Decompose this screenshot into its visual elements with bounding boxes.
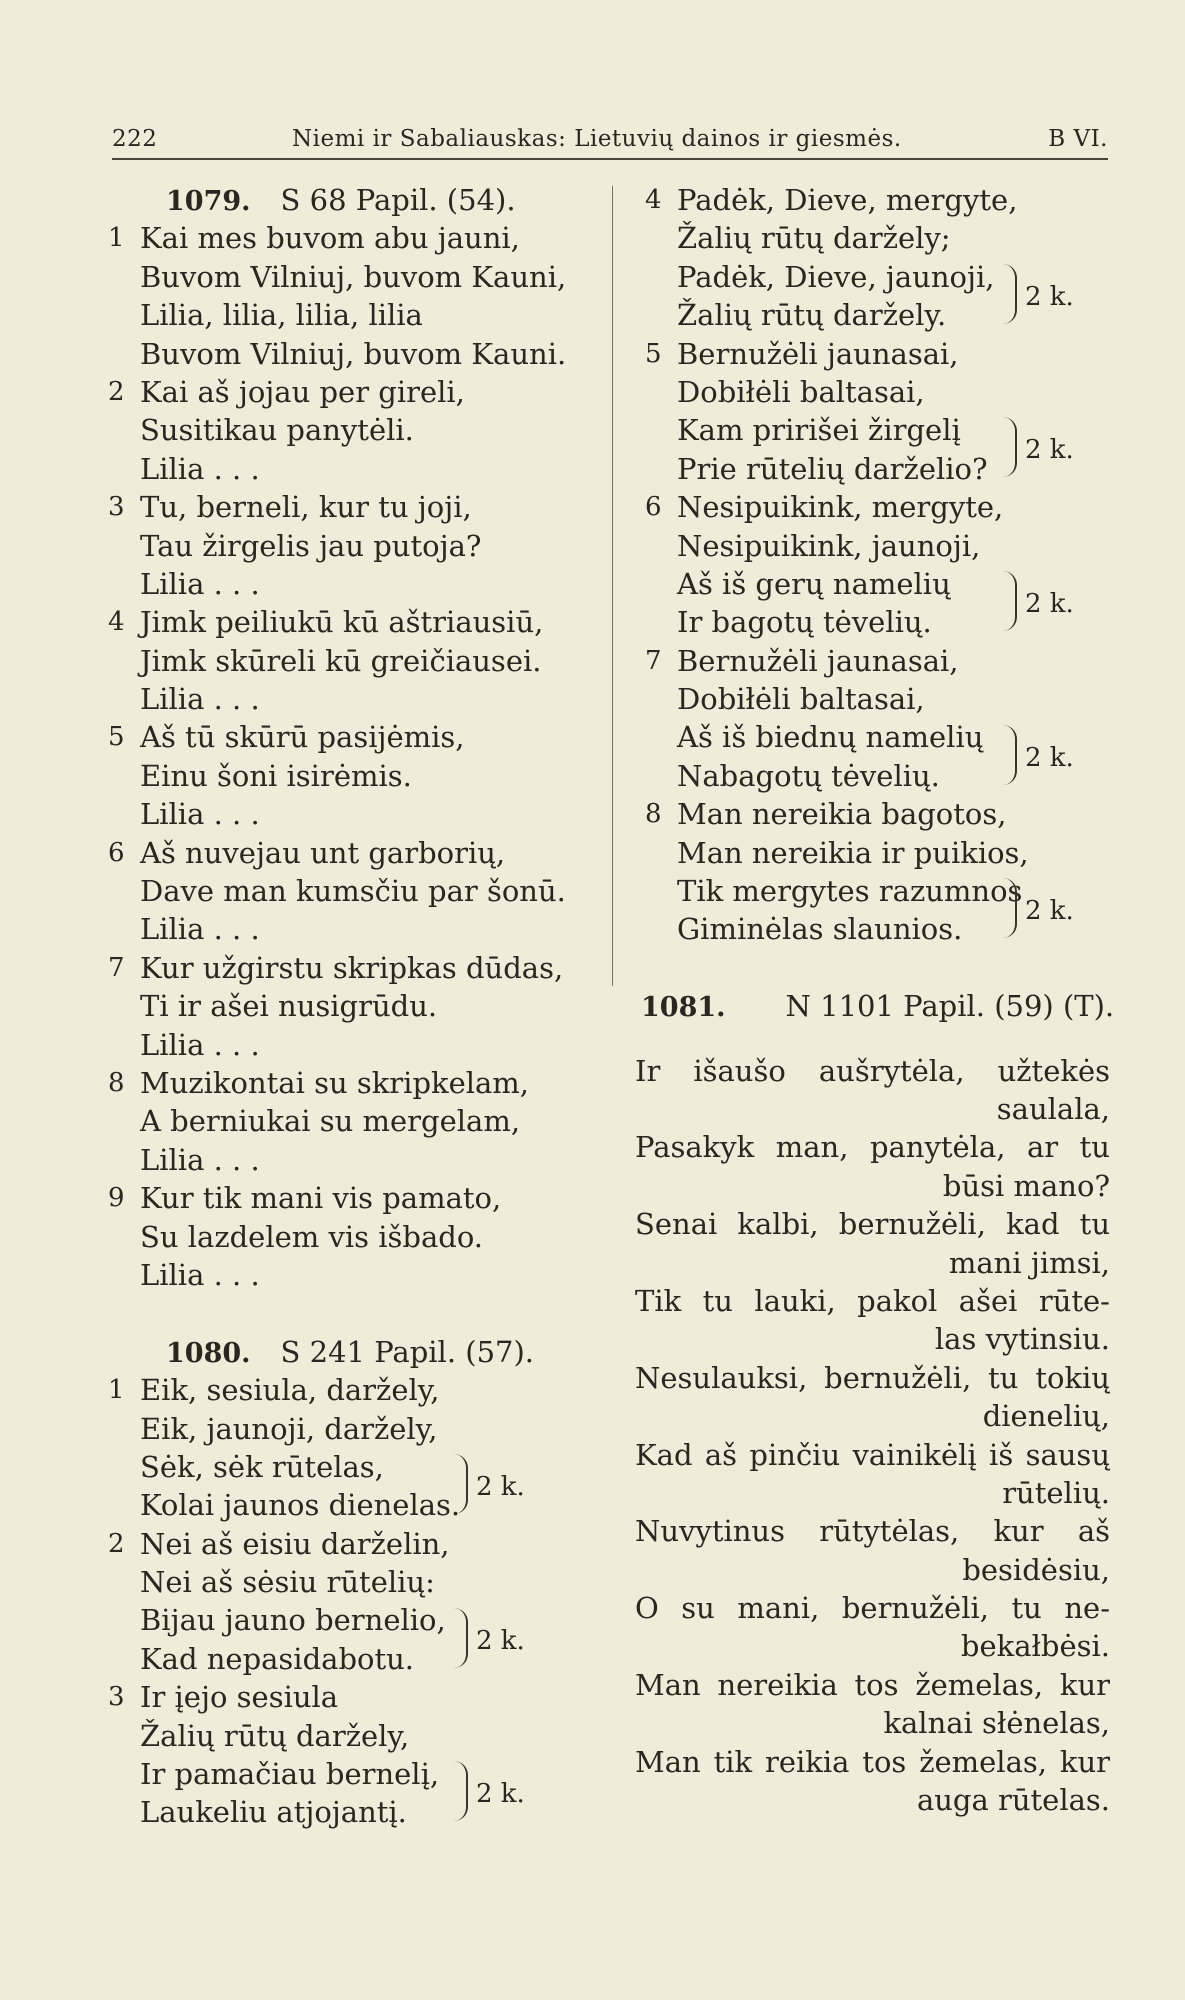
verse-text: Nei aš eisiu darželin, [140, 1526, 450, 1561]
verse-line [100, 949, 580, 987]
verse-text: Lilia . . . [140, 682, 260, 717]
verse-text: Tik mergytes razumnos [677, 874, 1023, 909]
verse-line [100, 872, 580, 910]
repeat-mark: 2 k. [1025, 435, 1074, 466]
verse-line [100, 1793, 580, 1831]
prose-text: Ir išaušo aušrytėla, užtekės [635, 1053, 1110, 1088]
prose-line-continuation [635, 1551, 1110, 1589]
stanza-number: 9 [108, 1183, 125, 1214]
verse-text: Lilia, lilia, lilia, lilia [140, 298, 423, 333]
verse-text: Dave man kumsčiu par šonū. [140, 874, 566, 909]
verse-line [100, 1563, 580, 1601]
verse-text: Eik, sesiula, daržely, [140, 1373, 440, 1408]
verse-line [100, 795, 580, 833]
prose-line-continuation [635, 1244, 1110, 1282]
stanza-number: 1 [108, 1375, 125, 1406]
stanza-number: 4 [108, 607, 125, 638]
stanza-number: 7 [645, 645, 662, 676]
song-1079-heading [100, 181, 580, 219]
verse-line [635, 373, 1110, 411]
song-number: 1081. [641, 992, 726, 1024]
verse-line [100, 1755, 580, 1793]
page-number: 222 [112, 126, 158, 152]
verse-text: Aš iš gerų namelių [677, 566, 951, 601]
prose-text: las vytinsiu. [934, 1322, 1110, 1357]
verse-line [635, 565, 1110, 603]
verse-text: Ti ir ašei nusigrūdu. [140, 989, 438, 1024]
prose-text: bekałbėsi. [960, 1629, 1110, 1664]
verse-text: Padėk, Dieve, jaunoji, [677, 259, 995, 294]
verse-line [100, 1448, 580, 1486]
verse-text: Lilia . . . [140, 1257, 260, 1292]
verse-line [100, 1601, 580, 1639]
verse-line [635, 680, 1110, 718]
verse-line [635, 450, 1110, 488]
repeat-mark: 2 k. [1025, 896, 1074, 927]
verse-text: Ir bagotų tėvelių. [677, 605, 932, 640]
stanza-number: 2 [108, 1528, 125, 1559]
verse-text: Sėk, sėk rūtelas, [140, 1449, 384, 1484]
prose-line [635, 1666, 1110, 1704]
verse-text: Dobiłėli baltasai, [677, 682, 925, 717]
running-header [112, 124, 1108, 160]
verse-line [635, 411, 1110, 449]
verse-text: Žalių rūtų daržely. [677, 298, 947, 333]
column-divider [612, 186, 613, 986]
verse-text: Ir įejo sesiula [140, 1680, 339, 1715]
verse-text: Eik, jaunoji, daržely, [140, 1411, 438, 1446]
verse-text: Jimk skūreli kū greičiausei. [140, 643, 542, 678]
verse-line [100, 488, 580, 526]
verse-text: Susitikau panytėli. [140, 413, 414, 448]
prose-text: Nesulauksi, bernužėli, tu tokių [635, 1360, 1110, 1395]
verse-text: Lilia . . . [140, 1142, 260, 1177]
stanza-number: 8 [108, 1067, 125, 1098]
verse-line [100, 527, 580, 565]
song-number: 1080. [166, 1337, 251, 1369]
song-1081-lines [635, 1052, 1110, 1820]
prose-line-continuation [635, 1474, 1110, 1512]
prose-text: O su mani, bernužėli, tu ne- [635, 1591, 1110, 1626]
prose-text: Pasakyk man, panytėla, ar tu [635, 1130, 1110, 1165]
verse-text: Kad nepasidabotu. [140, 1641, 415, 1676]
verse-line [635, 488, 1110, 526]
verse-line [635, 718, 1110, 756]
verse-line [100, 1486, 580, 1524]
verse-line [100, 1640, 580, 1678]
verse-text: Buvom Vilniuj, buvom Kauni. [140, 336, 567, 371]
verse-text: Aš nuvejau unt garborių, [140, 835, 506, 870]
verse-line [100, 450, 580, 488]
song-1079-lines [100, 219, 580, 1294]
song-reference: S 241 Papil. (57). [280, 1334, 534, 1369]
verse-text: Su lazdelem vis išbado. [140, 1219, 483, 1254]
verse-text: Dobiłėli baltasai, [677, 374, 925, 409]
repeat-mark: 2 k. [1025, 742, 1074, 773]
verse-line [635, 603, 1110, 641]
prose-text: Man tik reikia tos žemelas, kur [635, 1744, 1110, 1779]
verse-text: Kur užgirstu skripkas dūdas, [140, 950, 564, 985]
repeat-mark: 2 k. [476, 1779, 525, 1810]
prose-text: Man nereikia tos žemelas, kur [635, 1667, 1110, 1702]
verse-text: Jimk peiliukū kū aštriausiū, [140, 605, 544, 640]
verse-line [635, 834, 1110, 872]
song-1080-lines-right [635, 181, 1110, 949]
prose-line [635, 1743, 1110, 1781]
verse-text: Prie rūtelių darželio? [677, 451, 988, 486]
verse-text: Kolai jaunos dienelas. [140, 1488, 461, 1523]
verse-line [635, 910, 1110, 948]
stanza-number: 3 [108, 492, 125, 523]
verse-line [100, 565, 580, 603]
prose-text: Kad aš pinčiu vainikėlį iš sausų [635, 1437, 1110, 1472]
verse-text: Kam pririšei žirgelį [677, 413, 961, 448]
verse-text: Aš iš biednų namelių [677, 720, 984, 755]
prose-line [635, 1282, 1110, 1320]
spacer [635, 949, 1110, 987]
prose-line [635, 1512, 1110, 1550]
verse-text: Žalių rūtų daržely, [140, 1718, 410, 1753]
verse-line [635, 757, 1110, 795]
verse-line [635, 181, 1110, 219]
verse-line [635, 642, 1110, 680]
verse-line [100, 680, 580, 718]
verse-line [100, 219, 580, 257]
prose-line-continuation [635, 1090, 1110, 1128]
song-reference: N 1101 Papil. (59) (T). [785, 989, 1115, 1024]
prose-line-continuation [635, 1167, 1110, 1205]
verse-line [635, 795, 1110, 833]
verse-text: Bijau jauno bernelio, [140, 1603, 446, 1638]
prose-line-continuation [635, 1704, 1110, 1742]
repeat-mark: 2 k. [1025, 589, 1074, 619]
verse-line [100, 1064, 580, 1102]
stanza-number: 8 [645, 799, 662, 830]
stanza-number: 3 [108, 1682, 125, 1713]
prose-text: auga rūtelas. [916, 1783, 1110, 1818]
verse-text: Muzikontai su skripkelam, [140, 1065, 530, 1100]
verse-line [100, 1525, 580, 1563]
verse-line [635, 527, 1110, 565]
verse-line [100, 1179, 580, 1217]
verse-line [100, 1256, 580, 1294]
verse-line [100, 296, 580, 334]
verse-text: Lilia . . . [140, 566, 260, 601]
verse-text: Padėk, Dieve, mergyte, [677, 183, 1018, 217]
verse-text: Kai mes buvom abu jauni, [140, 221, 520, 256]
prose-line [635, 1589, 1110, 1627]
song-reference: S 68 Papil. (54). [280, 183, 516, 217]
song-1080-lines-left [100, 1371, 580, 1832]
verse-text: Man nereikia ir puikios, [677, 835, 1029, 870]
verse-text: Lilia . . . [140, 797, 260, 832]
verse-text: Tu, berneli, kur tu joji, [140, 490, 472, 525]
verse-text: Tau žirgelis jau putoja? [140, 528, 482, 563]
prose-text: Senai kalbi, bernužėli, kad tu [635, 1207, 1110, 1242]
verse-line [100, 642, 580, 680]
left-column [100, 181, 580, 1832]
verse-text: Buvom Vilniuj, buvom Kauni, [140, 259, 567, 294]
verse-line [100, 987, 580, 1025]
prose-line-continuation [635, 1781, 1110, 1819]
stanza-number: 4 [645, 185, 662, 215]
prose-text: kalnai słėnelas, [883, 1706, 1110, 1741]
verse-line [635, 296, 1110, 334]
prose-text: būsi mano? [942, 1168, 1110, 1203]
stanza-number: 1 [108, 223, 125, 254]
song-number: 1079. [166, 186, 251, 217]
verse-line [635, 219, 1110, 257]
verse-text: Nabagotų tėvelių. [677, 758, 940, 793]
verse-text: Žalių rūtų daržely; [677, 221, 951, 256]
prose-text: Tik tu lauki, pakol ašei rūte- [635, 1283, 1110, 1318]
verse-line [100, 1410, 580, 1448]
prose-line-continuation [635, 1320, 1110, 1358]
verse-text: Lilia . . . [140, 1027, 260, 1062]
verse-line [100, 757, 580, 795]
repeat-mark: 2 k. [476, 1471, 525, 1502]
verse-text: Nesipuikink, jaunoji, [677, 528, 981, 563]
prose-line [635, 1052, 1110, 1090]
stanza-number: 6 [645, 492, 662, 523]
prose-line [635, 1205, 1110, 1243]
verse-text: Bernužėli jaunasai, [677, 643, 959, 678]
verse-text: Einu šoni isirėmis. [140, 758, 412, 793]
book-title: Niemi ir Sabaliauskas: Lietuvių dainos ir giesmės. [292, 126, 902, 152]
prose-text: dienelių, [982, 1399, 1110, 1434]
verse-line [100, 258, 580, 296]
verse-text: Lilia . . . [140, 451, 260, 486]
verse-text: Kur tik mani vis pamato, [140, 1181, 502, 1216]
prose-text: mani jimsi, [948, 1245, 1110, 1280]
verse-line [100, 1102, 580, 1140]
verse-line [100, 1371, 580, 1409]
stanza-number: 6 [108, 837, 125, 868]
repeat-mark: 2 k. [1025, 281, 1074, 312]
verse-line [100, 1218, 580, 1256]
stanza-number: 2 [108, 376, 125, 407]
verse-line [100, 603, 580, 641]
prose-text: rūtelių. [1002, 1475, 1110, 1510]
repeat-mark: 2 k. [476, 1625, 525, 1656]
stanza-number: 5 [645, 338, 662, 369]
verse-text: Aš tū skūrū pasijėmis, [140, 720, 465, 755]
verse-line [100, 834, 580, 872]
verse-line [100, 335, 580, 373]
prose-text: Nuvytinus rūtytėlas, kur aš [635, 1514, 1110, 1549]
spacer [100, 1294, 580, 1332]
verse-text: Kai aš jojau per gireli, [140, 374, 465, 409]
prose-line [635, 1359, 1110, 1397]
verse-text: Nesipuikink, mergyte, [677, 490, 1004, 525]
verse-text: Giminėlas slaunios. [677, 912, 963, 947]
verse-line [100, 718, 580, 756]
prose-line [635, 1128, 1110, 1166]
verse-text: A berniukai su mergelam, [140, 1104, 521, 1139]
prose-text: besidėsiu, [962, 1552, 1110, 1587]
right-column [635, 181, 1115, 1819]
verse-line [100, 1678, 580, 1716]
prose-line-continuation [635, 1397, 1110, 1435]
verse-text: Nei aš sėsiu rūtelių: [140, 1565, 435, 1600]
spacer [635, 1026, 1110, 1052]
verse-line [100, 373, 580, 411]
verse-line [100, 1141, 580, 1179]
verse-line [100, 411, 580, 449]
verse-line [635, 335, 1110, 373]
verse-text: Ir pamačiau bernelį, [140, 1757, 440, 1792]
verse-text: Bernužėli jaunasai, [677, 336, 959, 371]
prose-line [635, 1436, 1110, 1474]
verse-line [635, 258, 1110, 296]
verse-text: Man nereikia bagotos, [677, 797, 1007, 832]
verse-line [100, 1717, 580, 1755]
stanza-number: 5 [108, 722, 125, 753]
verse-text: Laukeliu atjojantį. [140, 1795, 407, 1830]
section-label: B VI. [1048, 126, 1108, 152]
header-rule [112, 158, 1108, 160]
verse-line [100, 1026, 580, 1064]
prose-line-continuation [635, 1627, 1110, 1665]
prose-text: saulala, [996, 1091, 1110, 1126]
stanza-number: 7 [108, 952, 125, 983]
verse-line [100, 910, 580, 948]
verse-line [635, 872, 1110, 910]
song-1080-heading [100, 1333, 580, 1371]
verse-text: Lilia . . . [140, 912, 260, 947]
song-1081-heading [635, 987, 1115, 1025]
